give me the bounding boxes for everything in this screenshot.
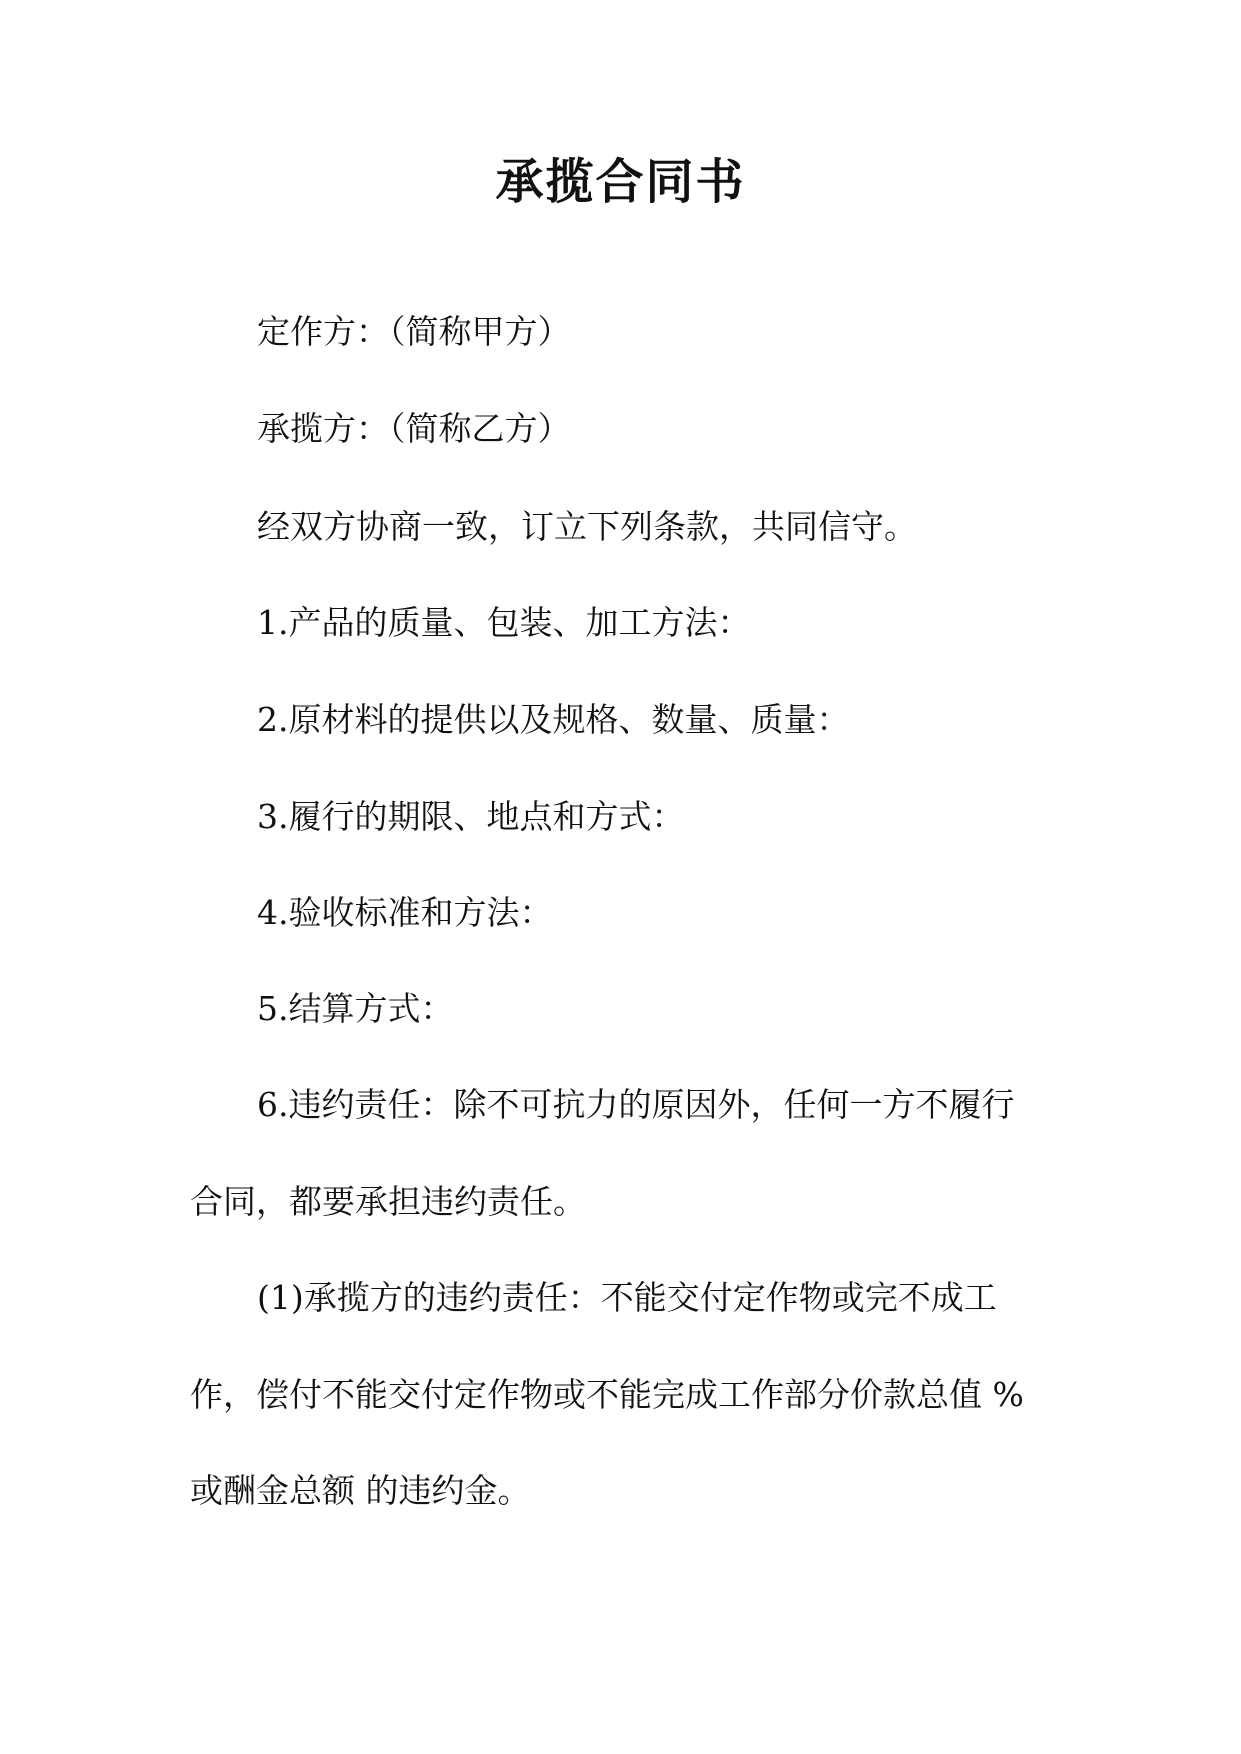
clause-6-1-line-1: (1)承揽方的违约责任：不能交付定作物或完不成工 (257, 1278, 997, 1317)
document-title: 承揽合同书 (495, 154, 746, 210)
clause-1: 1.产品的质量、包装、加工方法： (257, 603, 751, 642)
clause-3: 3.履行的期限、地点和方式： (257, 797, 685, 836)
clause-2: 2.原材料的提供以及规格、数量、质量： (257, 700, 850, 739)
clause-6-line-2: 合同，都要承担违约责任。 (190, 1182, 586, 1221)
party-b-line: 承揽方：（简称乙方） (257, 409, 571, 448)
clause-5: 5.结算方式： (257, 989, 454, 1028)
clause-6-1-line-2: 作，偿付不能交付定作物或不能完成工作部分价款总值 % (190, 1375, 1024, 1414)
clause-6-1-line-3: 或酬金总额 的违约金。 (190, 1471, 531, 1510)
clause-4: 4.验收标准和方法： (257, 893, 553, 932)
clause-6-line-1: 6.违约责任：除不可抗力的原因外，任何一方不履行 (257, 1085, 1015, 1124)
agreement-intro: 经双方协商一致，订立下列条款，共同信守。 (257, 507, 917, 546)
party-a-line: 定作方：（简称甲方） (257, 312, 571, 351)
